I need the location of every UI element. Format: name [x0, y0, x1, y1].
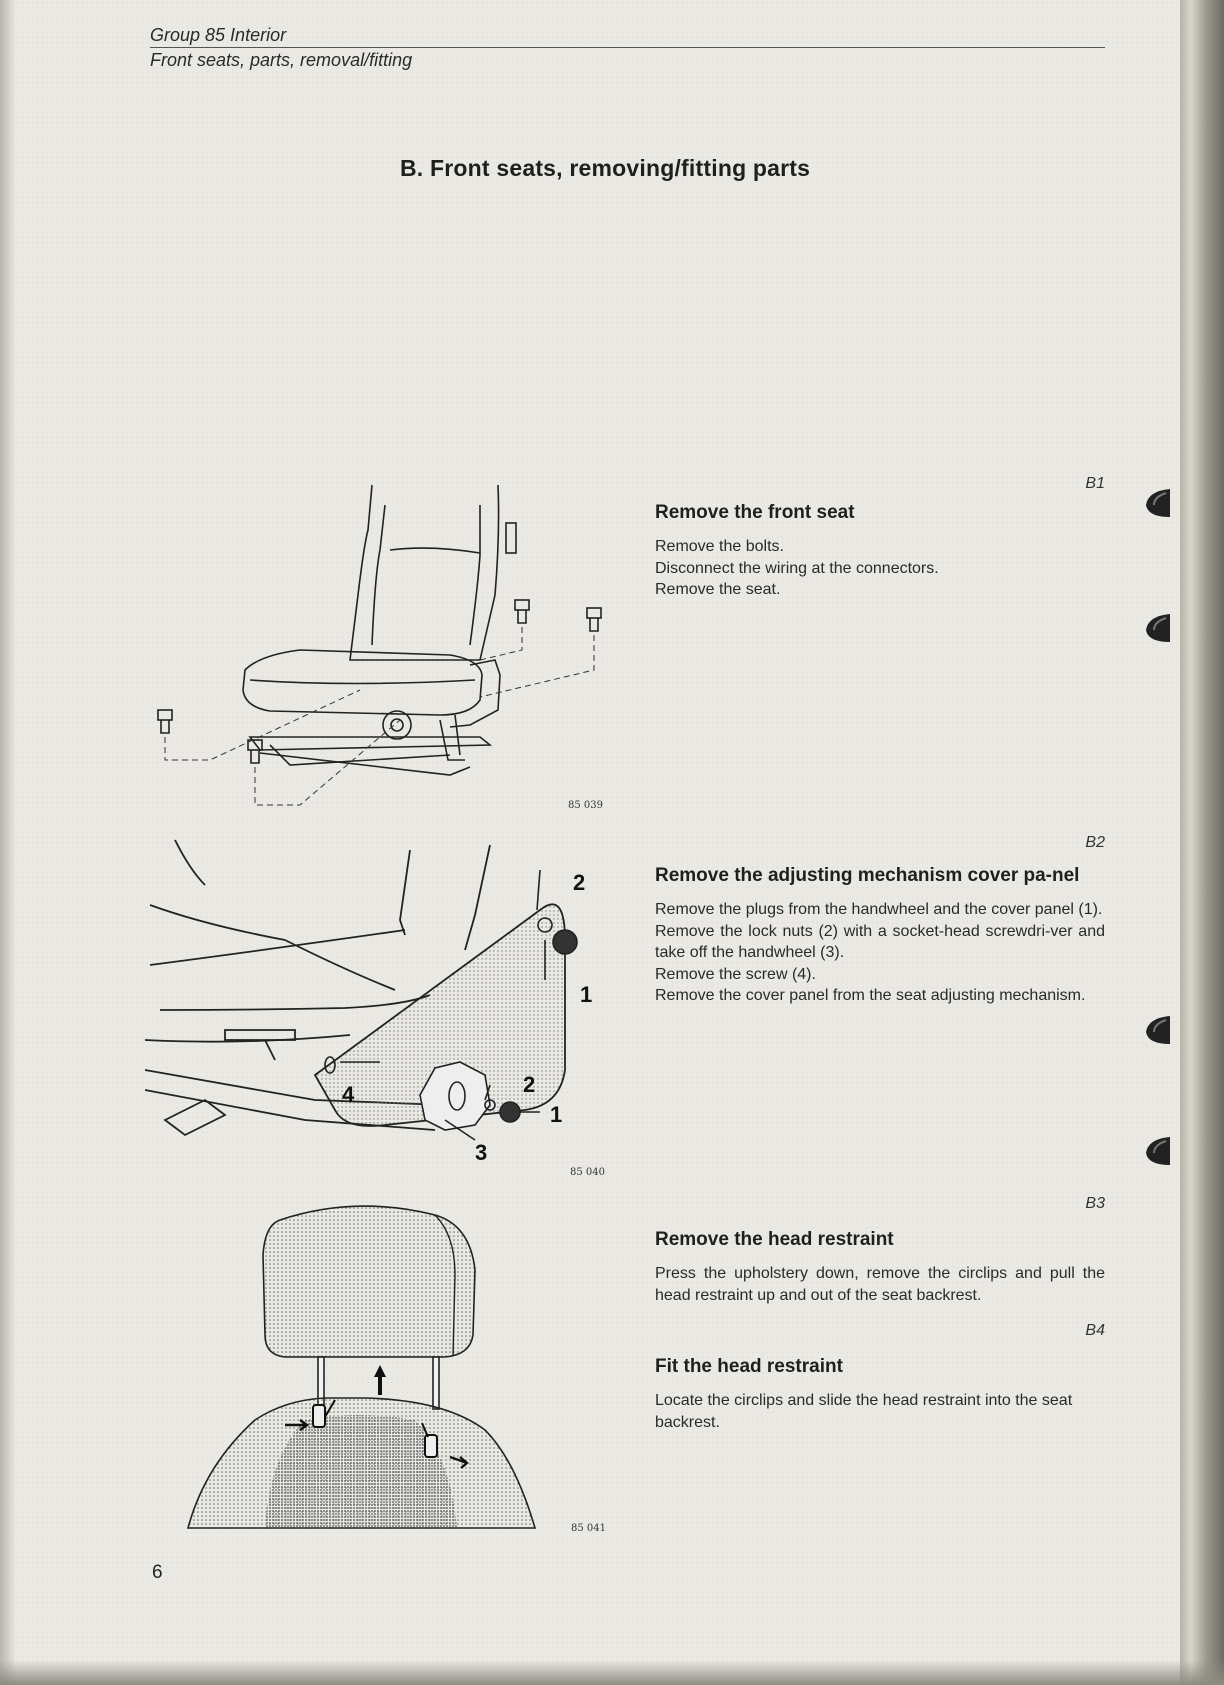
callout-3: 3 [475, 1140, 488, 1165]
callout-1-bottom: 1 [550, 1102, 563, 1127]
step-text: Remove the seat. [655, 581, 781, 598]
figure-seat-removal [150, 475, 610, 815]
header-rule [150, 47, 1105, 48]
figure-code-1: 85 039 [568, 800, 603, 811]
page-title: B. Front seats, removing/fitting parts [400, 155, 811, 181]
section-id: B4 [1085, 1322, 1105, 1339]
step-text: Press the upholstery down, remove the circlips and pull the head restraint up and out of the seat backrest. [655, 1265, 1105, 1304]
step-text: Remove the bolts. [655, 538, 784, 555]
binder-hole-icon [1140, 485, 1176, 521]
section-b1 [655, 475, 1105, 605]
step-text: Remove the lock nuts (2) with a socket-head screwdri-ver and take off the handwheel (3). [655, 922, 1105, 961]
section-id: B2 [1085, 834, 1105, 851]
running-header [150, 24, 1105, 71]
section-body [655, 899, 1105, 1007]
binder-hole-icon [1140, 1012, 1176, 1048]
figure-code-2: 85 040 [570, 1167, 605, 1178]
binder-hole-icon [1140, 610, 1176, 646]
figure-code-3: 85 041 [571, 1523, 606, 1534]
bolt-rear-1 [515, 600, 529, 623]
step-text: Remove the cover panel from the seat adjusting mechanism. [655, 987, 1086, 1004]
callout-4: 4 [342, 1082, 355, 1107]
callout-1-top: 1 [580, 982, 593, 1007]
page-left-shadow [0, 0, 16, 1685]
section-title: Remove the head restraint [655, 1229, 894, 1250]
binder-hole-icon [1140, 1133, 1176, 1169]
section-body [655, 1263, 1105, 1306]
up-arrow-icon [374, 1365, 386, 1395]
step-text: Remove the screw (4). [655, 965, 816, 983]
step-text: Remove the plugs from the handwheel and the cover panel (1). [655, 901, 1103, 918]
step-text: Locate the circlips and slide the head restraint into the seat backrest. [655, 1392, 1073, 1431]
bolt-left [158, 710, 172, 733]
page-bottom-shadow [0, 1660, 1224, 1685]
callout-2-bottom: 2 [523, 1072, 536, 1097]
page-number: 6 [152, 1562, 163, 1583]
page-edge [1180, 0, 1224, 1685]
section-title: Remove the adjusting mechanism cover pa-nel [655, 865, 1080, 886]
header-subtitle: Front seats, parts, removal/fitting [150, 50, 413, 70]
section-b3 [655, 1195, 1105, 1306]
section-body [655, 1390, 1105, 1433]
callout-2-top: 2 [573, 870, 586, 895]
section-b2 [655, 834, 1105, 1007]
section-title: Fit the head restraint [655, 1356, 843, 1377]
section-title: Remove the front seat [655, 502, 855, 523]
section-id: B3 [1085, 1195, 1105, 1212]
header-group: Group 85 Interior [150, 25, 287, 45]
bolt-rear-2 [587, 608, 601, 631]
head-restraint-pad [263, 1206, 475, 1357]
section-body [655, 536, 1105, 601]
head-restraint-illustration [185, 1195, 545, 1535]
section-b4 [655, 1322, 1105, 1433]
seat-removal-illustration [150, 475, 610, 815]
section-id: B1 [1085, 475, 1105, 492]
adjusting-mechanism-illustration [145, 830, 615, 1170]
step-text: Disconnect the wiring at the connectors. [655, 559, 939, 577]
figure-adjusting-mechanism [145, 830, 615, 1170]
figure-head-restraint [185, 1195, 545, 1535]
